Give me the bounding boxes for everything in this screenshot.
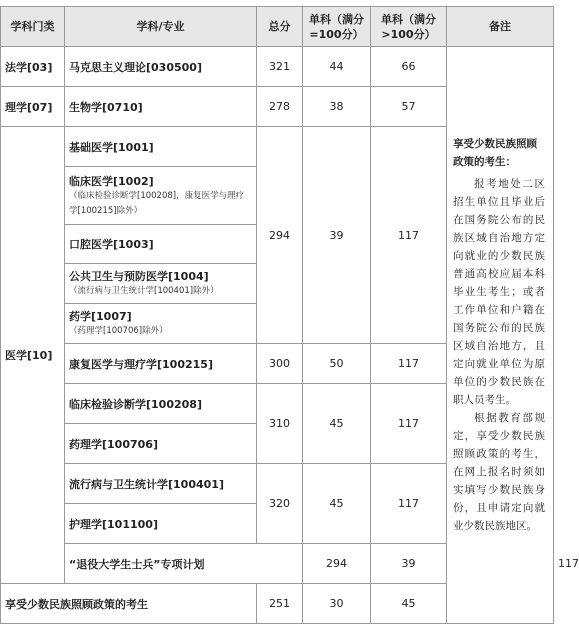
single-100-score: 39 bbox=[371, 544, 447, 584]
subject-marxism: 马克思主义理论[030500] bbox=[65, 47, 257, 87]
total-score: 251 bbox=[257, 584, 303, 624]
remark-cell bbox=[447, 47, 554, 624]
remark-title: 享受少数民族照顾政策的考生： bbox=[453, 138, 537, 168]
single-100-score: 44 bbox=[303, 47, 371, 87]
total-score: 310 bbox=[257, 384, 303, 464]
header-remark: 备注 bbox=[447, 7, 554, 47]
subject-note: （流行病与卫生统计学[100401]除外） bbox=[69, 286, 219, 296]
subject-name: 公共卫生与预防医学[1004] bbox=[69, 270, 209, 283]
table-row bbox=[1, 47, 554, 87]
single-100-score: 30 bbox=[303, 584, 371, 624]
subject-note: （药理学[100706]除外） bbox=[69, 326, 168, 336]
total-score: 278 bbox=[257, 87, 303, 127]
total-score: 300 bbox=[257, 344, 303, 384]
single-over-100-score: 117 bbox=[371, 127, 447, 344]
total-score: 294 bbox=[257, 127, 303, 344]
remark-paragraph-1: 报考地处二区招生单位且毕业后在国务院公布的民族区域自治地方定向就业的少数民族普通高校应届本科毕业生考生；或者工作单位和户籍在国务院公布的民族区域自治地方，且定向就业单位为原单位的少数民族在职人员考生。 bbox=[453, 178, 545, 406]
single-100-score: 45 bbox=[303, 384, 371, 464]
single-over-100-score: 57 bbox=[371, 87, 447, 127]
veterans-plan-label: “退役大学生士兵”专项计划 bbox=[65, 544, 303, 584]
header-row bbox=[1, 7, 554, 47]
remark-paragraph-2: 根据教育部规定，享受少数民族照顾政策的考生，在网上报名时须如实填写少数民族身份，且申请定向就业少数民族地区。 bbox=[453, 412, 545, 532]
header-subject: 学科/专业 bbox=[65, 7, 257, 47]
subject-note: （临床检验诊断学[100208]，康复医学与理疗学[100215]除外） bbox=[69, 190, 245, 216]
category-law: 法学[03] bbox=[1, 47, 65, 87]
subject-public-health bbox=[65, 264, 257, 304]
header-single-over-100: 单科（满分>100分） bbox=[371, 7, 447, 47]
subject-biology: 生物学[0710] bbox=[65, 87, 257, 127]
score-table bbox=[0, 6, 579, 624]
subject-epidemiology: 流行病与卫生统计学[100401] bbox=[65, 464, 257, 504]
total-score: 320 bbox=[257, 464, 303, 544]
subject-name: 临床医学[1002] bbox=[69, 174, 154, 188]
category-science: 理学[07] bbox=[1, 87, 65, 127]
header-single-100: 单科（满分=100分） bbox=[303, 7, 371, 47]
header-category: 学科门类 bbox=[1, 7, 65, 47]
single-over-100-score: 117 bbox=[371, 384, 447, 464]
minority-label: 享受少数民族照顾政策的考生 bbox=[1, 584, 257, 624]
subject-rehab: 康复医学与理疗学[100215] bbox=[65, 344, 257, 384]
single-100-score: 45 bbox=[303, 464, 371, 544]
subject-pharmacy bbox=[65, 304, 257, 344]
single-over-100-score: 117 bbox=[371, 344, 447, 384]
single-100-score: 50 bbox=[303, 344, 371, 384]
single-100-score: 38 bbox=[303, 87, 371, 127]
single-over-100-score: 117 bbox=[371, 464, 447, 544]
table-row: “退役大学生士兵”专项计划 294 39 117 bbox=[1, 544, 554, 584]
subject-basic-medicine: 基础医学[1001] bbox=[65, 127, 257, 167]
single-over-100-score: 66 bbox=[371, 47, 447, 87]
subject-pharmacology: 药理学[100706] bbox=[65, 424, 257, 464]
subject-stomatology: 口腔医学[1003] bbox=[65, 225, 257, 264]
total-score: 321 bbox=[257, 47, 303, 87]
subject-clinical-medicine bbox=[65, 167, 257, 225]
subject-lab-diagnosis: 临床检验诊断学[100208] bbox=[65, 384, 257, 424]
subject-nursing: 护理学[101100] bbox=[65, 504, 257, 544]
single-100-score: 39 bbox=[303, 127, 371, 344]
subject-name: 药学[1007] bbox=[69, 310, 132, 323]
category-medicine: 医学[10] bbox=[1, 127, 65, 584]
total-score: 294 bbox=[303, 544, 371, 584]
single-over-100-score: 45 bbox=[371, 584, 447, 624]
header-total: 总分 bbox=[257, 7, 303, 47]
